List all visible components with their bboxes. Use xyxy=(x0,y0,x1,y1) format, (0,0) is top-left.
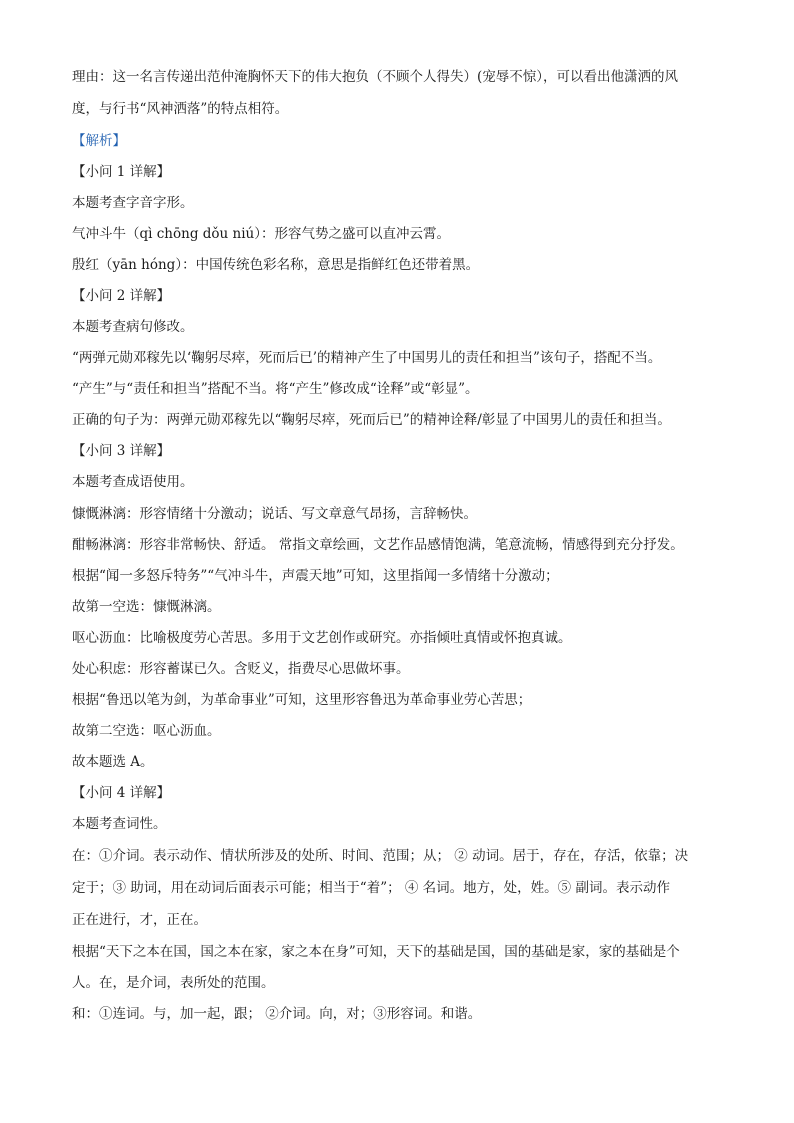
text-line: 正确的句子为：两弹元勋邓稼先以“鞠躬尽瘁，死而后已”的精神诠释/彰显了中国男儿的责任和担当。 xyxy=(72,412,671,428)
text-line: 和：①连词。与，加一起，跟； ②介词。向，对；③形容词。和谐。 xyxy=(72,1006,482,1022)
text-line: “产生”与“责任和担当”搭配不当。将“产生”修改成“诠释”或“彰显”。 xyxy=(72,381,479,397)
text-line: 根据“闻一多怒斥特务”“气冲斗牛，声震天地”可知，这里指闻一多情绪十分激动； xyxy=(72,568,559,584)
text-line: 故本题选 A。 xyxy=(72,754,154,770)
text-line: 度，与行书“风神洒落”的特点相符。 xyxy=(72,101,289,117)
sub-question-heading: 【小问 1 详解】 xyxy=(72,164,171,180)
text-line: 故第一空选：慷慨淋漓。 xyxy=(72,599,221,615)
text-line: 理由：这一名言传递出范仲淹胸怀天下的伟大抱负（不顾个人得失）(宠辱不惊），可以看出他潇洒的风 xyxy=(72,69,679,85)
text-line: 本题考查字音字形。 xyxy=(72,195,194,211)
text-line: 根据“天下之本在国，国之本在家，家之本在身”可知，天下的基础是国，国的基础是家，家的基础是个 xyxy=(72,944,680,960)
text-line: 处心积虑：形容蓄谋已久。含贬义，指费尽心思做坏事。 xyxy=(72,661,410,677)
sub-question-heading: 【小问 4 详解】 xyxy=(72,785,171,801)
section-heading-analysis: 【解析】 xyxy=(72,133,126,149)
text-line: 酣畅淋漓：形容非常畅快、舒适。 常指文章绘画，文艺作品感情饱满，笔意流畅，情感得到充分抒发。 xyxy=(72,537,684,553)
text-line: 殷红（yān hóng）：中国传统色彩名称，意思是指鲜红色还带着黑。 xyxy=(72,257,480,273)
sub-question-heading: 【小问 3 详解】 xyxy=(72,443,171,459)
text-line: 慷慨淋漓：形容情绪十分激动；说话、写文章意气昂扬，言辞畅快。 xyxy=(72,506,477,522)
text-line: 根据“鲁迅以笔为剑，为革命事业”可知，这里形容鲁迅为革命事业劳心苦思； xyxy=(72,692,532,708)
text-line: 在：①介词。表示动作、情状所涉及的处所、时间、范围；从； ② 动词。居于，存在，存活，依靠；决 xyxy=(72,848,689,864)
text-line: 本题考查成语使用。 xyxy=(72,474,194,490)
text-line: 故第二空选：呕心沥血。 xyxy=(72,723,221,739)
text-line: 定于；③ 助词，用在动词后面表示可能；相当于“着”； ④ 名词。地方，处，姓。⑤ 副词。表示动作 xyxy=(72,880,670,896)
sub-question-heading: 【小问 2 详解】 xyxy=(72,288,171,304)
text-line: 呕心沥血：比喻极度劳心苦思。多用于文艺创作或研究。亦指倾吐真情或怀抱真诚。 xyxy=(72,630,572,646)
text-line: 本题考查病句修改。 xyxy=(72,319,194,335)
text-line: “两弹元勋邓稼先以‘鞠躬尽瘁，死而后已’的精神产生了中国男儿的责任和担当”该句子，搭配不当。 xyxy=(72,350,662,366)
text-line: 正在进行，才，正在。 xyxy=(72,912,207,928)
text-line: 人。在，是介词，表所处的范围。 xyxy=(72,975,275,991)
text-line: 本题考查词性。 xyxy=(72,816,167,832)
text-line: 气冲斗牛（qì chōng dǒu niú）：形容气势之盛可以直冲云霄。 xyxy=(72,226,450,242)
